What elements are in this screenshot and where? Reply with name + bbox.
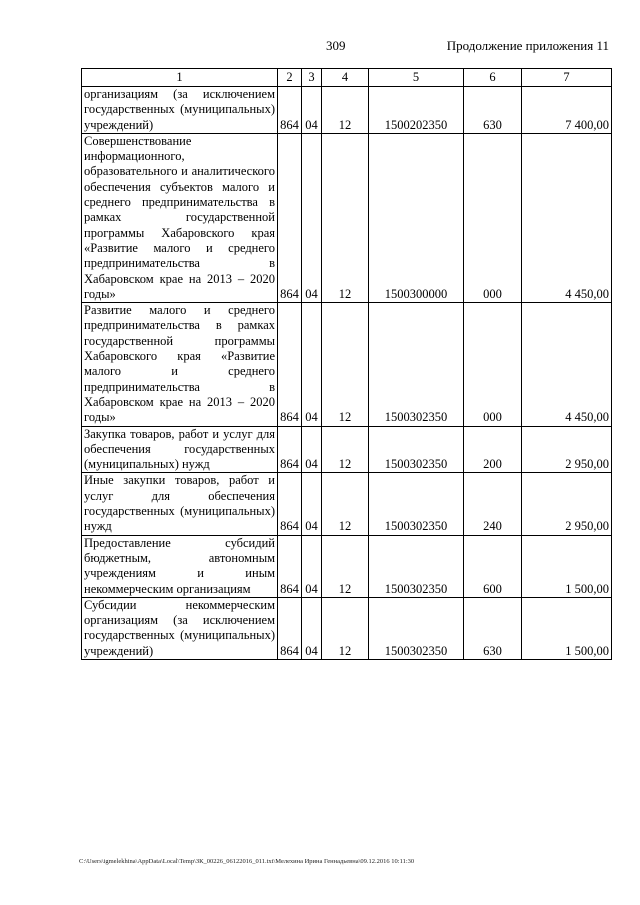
header-cell: 2 (278, 69, 302, 87)
expense-type-code: 600 (464, 535, 522, 597)
table-row (82, 133, 612, 302)
section-code: 04 (302, 87, 322, 134)
expense-type-code: 240 (464, 473, 522, 535)
amount: 4 450,00 (522, 133, 612, 302)
file-path-footer: C:\Users\igmelekhina\AppData\Local\Temp\ЗК_00226_06122016_011.txt\Мелехина Ирина Геннадьевна\09.12.2016 10:11:30 (79, 858, 415, 865)
table-row (82, 473, 612, 535)
row-description: Предоставление субсидий бюджетным, автономным учреждениям и иным некоммерческим организациям (82, 535, 278, 597)
target-article-code: 1500302350 (369, 303, 464, 426)
row-description: Иные закупки товаров, работ и услуг для обеспечения государственных (муниципальных) нужд (82, 473, 278, 535)
row-description: Совершенствование информационного, образовательного и аналитического обеспечения субъектов малого и среднего предпринимательства в рамках государственной программы Хабаровского края «Развитие малого и среднего предпринимательства в Хабаровском крае на 2013 – 2020 годы» (82, 133, 278, 302)
table-row (82, 597, 612, 659)
table-row (82, 535, 612, 597)
header-cell: 7 (522, 69, 612, 87)
ministry-code: 864 (278, 87, 302, 134)
ministry-code: 864 (278, 597, 302, 659)
row-description: Субсидии некоммерческим организациям (за исключением государственных (муниципальных) учреждений) (82, 597, 278, 659)
header-cell: 4 (322, 69, 369, 87)
table-row (82, 87, 612, 134)
header-cell: 5 (369, 69, 464, 87)
expense-type-code: 200 (464, 426, 522, 473)
subsection-code: 12 (322, 133, 369, 302)
target-article-code: 1500302350 (369, 473, 464, 535)
header-cell: 6 (464, 69, 522, 87)
target-article-code: 1500302350 (369, 597, 464, 659)
section-code: 04 (302, 426, 322, 473)
amount: 2 950,00 (522, 426, 612, 473)
section-code: 04 (302, 133, 322, 302)
table-row (82, 426, 612, 473)
amount: 1 500,00 (522, 597, 612, 659)
ministry-code: 864 (278, 303, 302, 426)
subsection-code: 12 (322, 426, 369, 473)
target-article-code: 1500300000 (369, 133, 464, 302)
row-description: Развитие малого и среднего предпринимательства в рамках государственной программы Хабаровского края «Развитие малого и среднего предпринимательства в Хабаровском крае на 2013 – 2020 годы» (82, 303, 278, 426)
continuation-label: Продолжение приложения 11 (446, 38, 609, 53)
page-number: 309 (326, 38, 346, 53)
header-cell: 1 (82, 69, 278, 87)
budget-table (81, 68, 612, 660)
section-code: 04 (302, 473, 322, 535)
ministry-code: 864 (278, 426, 302, 473)
amount: 7 400,00 (522, 87, 612, 134)
target-article-code: 1500302350 (369, 426, 464, 473)
table-row (82, 303, 612, 426)
section-code: 04 (302, 535, 322, 597)
target-article-code: 1500302350 (369, 535, 464, 597)
section-code: 04 (302, 597, 322, 659)
target-article-code: 1500202350 (369, 87, 464, 134)
expense-type-code: 630 (464, 597, 522, 659)
header-cell: 3 (302, 69, 322, 87)
subsection-code: 12 (322, 535, 369, 597)
subsection-code: 12 (322, 473, 369, 535)
subsection-code: 12 (322, 87, 369, 134)
row-description: организациям (за исключением государственных (муниципальных) учреждений) (82, 87, 278, 134)
subsection-code: 12 (322, 303, 369, 426)
amount: 1 500,00 (522, 535, 612, 597)
row-description: Закупка товаров, работ и услуг для обеспечения государственных (муниципальных) нужд (82, 426, 278, 473)
subsection-code: 12 (322, 597, 369, 659)
ministry-code: 864 (278, 133, 302, 302)
expense-type-code: 000 (464, 303, 522, 426)
header-row (82, 69, 612, 87)
expense-type-code: 000 (464, 133, 522, 302)
amount: 2 950,00 (522, 473, 612, 535)
ministry-code: 864 (278, 535, 302, 597)
expense-type-code: 630 (464, 87, 522, 134)
section-code: 04 (302, 303, 322, 426)
ministry-code: 864 (278, 473, 302, 535)
amount: 4 450,00 (522, 303, 612, 426)
